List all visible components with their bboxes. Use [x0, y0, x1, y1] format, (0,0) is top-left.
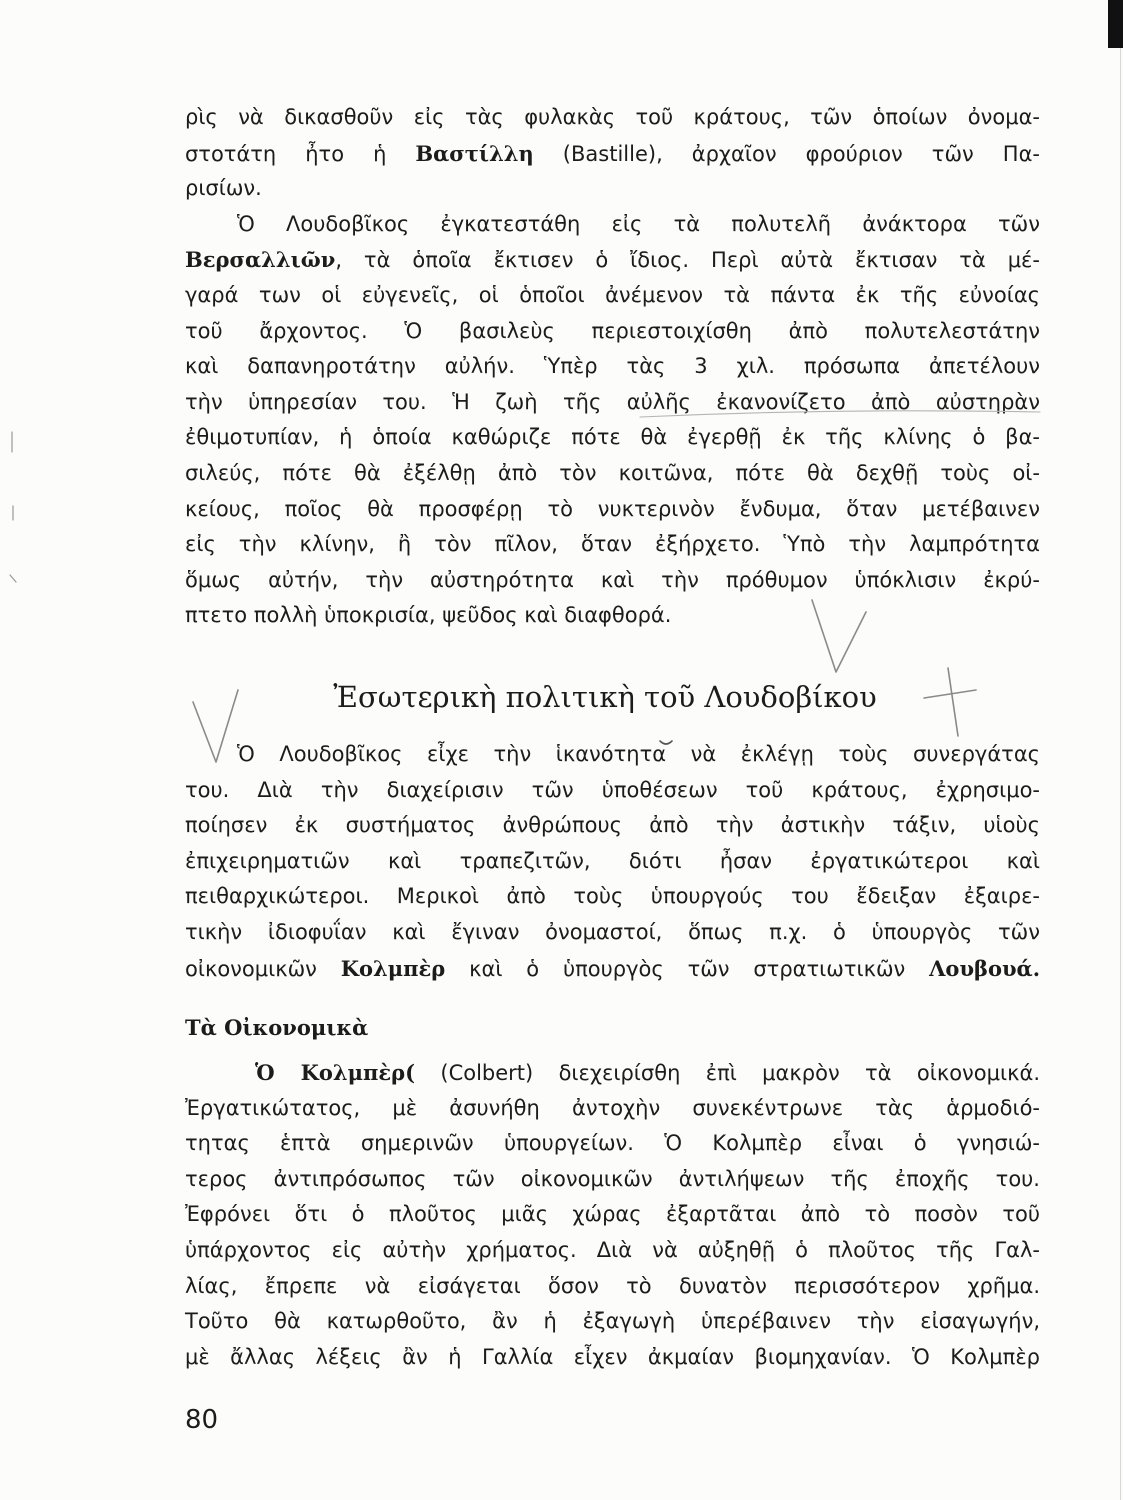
text-line: Τοῦτο θὰ κατωρθοῦτο, ἂν ἡ ἐξαγωγὴ ὑπερέβαινεν τὴν εἰσαγωγήν,	[185, 1309, 1040, 1334]
text-line: ἐθιμοτυπίαν, ἡ ὁποία καθώριζε πότε θὰ ἐγερθῇ ἐκ τῆς κλίνης ὁ βα-	[185, 425, 1040, 450]
text-line: ὅμως αὐτήν, τὴν αὐστηρότητα καὶ τὴν πρόθυμον ὑπόκλισιν ἐκρύ-	[185, 567, 1040, 592]
text-line: Ὁ Λουδοβῖκος ἐγκατεστάθη εἰς τὰ πολυτελῆ ἀνάκτορα τῶν	[237, 211, 1040, 236]
text-line: καὶ δαπανηροτάτην αὐλήν. Ὑπὲρ τὰς 3 χιλ. πρόσωπα ἀπετέλουν	[185, 354, 1040, 379]
text-line: Ὁ Λουδοβῖκος εἶχε τὴν ἱκανότητα νὰ ἐκλέγῃ τοὺς συνεργάτας	[237, 742, 1040, 766]
text-line: γαρά των οἱ εὐγενεῖς, οἱ ὁποῖοι ἀνέμενον τὰ πάντα ἐκ τῆς εὐνοίας	[185, 282, 1040, 307]
text-line: ποίησεν ἐκ συστήματος ἀνθρώπους ἀπὸ τὴν ἀστικὴν τάξιν, υἱοὺς	[185, 813, 1040, 838]
text-segment: οἰκονομικῶν	[185, 956, 341, 981]
section-heading: Ἐσωτερικὴ πολιτικὴ τοῦ Λουδοβίκου	[333, 680, 877, 714]
text-line: τερος ἀντιπρόσωπος τῶν οἰκονομικῶν ἀντιλήψεων τῆς ἐποχῆς του.	[185, 1166, 1040, 1191]
text-segment: , τὰ ὁποῖα ἔκτισεν ὁ ἴδιος. Περὶ αὐτὰ ἔκτισαν τὰ μέ-	[335, 248, 1040, 273]
text-line: του. Διὰ τὴν διαχείρισιν τῶν ὑποθέσεων τοῦ κράτους, ἐχρησιμο-	[185, 777, 1040, 802]
text-line: μὲ ἄλλας λέξεις ἂν ἡ Γαλλία εἶχεν ἀκμαίαν βιομηχανίαν. Ὁ Κολμπὲρ	[185, 1344, 1040, 1369]
bold-term: Βερσαλλιῶν	[185, 247, 336, 273]
text-segment: (Bastille), ἀρχαῖον φρούριον τῶν Πα-	[533, 141, 1040, 166]
text-segment: στοτάτη ἦτο ἡ	[185, 141, 416, 166]
text-block-intro	[185, 100, 1040, 634]
text-line: λίας, ἔπρεπε νὰ εἰσάγεται ὅσον τὸ δυνατὸν περισσότερον χρῆμα.	[185, 1273, 1040, 1298]
text-block-internal-policy	[185, 737, 1040, 986]
text-line: Ἐργατικώτατος, μὲ ἀσυνήθη ἀντοχὴν συνεκέντρωνε τὰς ἁρμοδιό-	[185, 1095, 1040, 1120]
text-line	[185, 1055, 1040, 1091]
text-line: πτετο πολλὴ ὑποκρισία, ψεῦδος καὶ διαφθορά.	[185, 603, 672, 628]
text-block-economics	[185, 1055, 1040, 1375]
page-number: 80	[185, 1405, 219, 1435]
bold-term: Λουβουά.	[929, 955, 1041, 981]
text-line: Ἐφρόνει ὅτι ὁ πλοῦτος μιᾶς χώρας ἐξαρτᾶται ἀπὸ τὸ ποσὸν τοῦ	[185, 1202, 1040, 1227]
page-edge-line	[1120, 48, 1121, 1500]
bold-term: Ὁ Κολμπὲρ(	[255, 1060, 416, 1085]
bold-term: Κολμπὲρ	[340, 955, 446, 981]
text-line: τοῦ ἄρχοντος. Ὁ βασιλεὺς περιεστοιχίσθη ἀπὸ πολυτελεστάτην	[185, 318, 1040, 343]
subsection-heading: Τὰ Οἰκονομικὰ	[185, 1015, 369, 1040]
margin-mark	[10, 432, 16, 582]
text-line: κείους, ποῖος θὰ προσφέρῃ τὸ νυκτερινὸν ἔνδυμα, ὅταν μετέβαινεν	[185, 496, 1040, 521]
text-segment: καὶ ὁ ὑπουργὸς τῶν στρατιωτικῶν	[445, 956, 930, 981]
text-line: ρὶς νὰ δικασθοῦν εἰς τὰς φυλακὰς τοῦ κράτους, τῶν ὁποίων ὀνομα-	[185, 105, 1040, 129]
text-line: τικὴν ἰδιοφυΐαν καὶ ἔγιναν ὀνομαστοί, ὅπως π.χ. ὁ ὑπουργὸς τῶν	[185, 919, 1040, 944]
text-line: ρισίων.	[185, 176, 262, 201]
text-line	[185, 242, 1040, 278]
text-line: ἐπιχειρηματιῶν καὶ τραπεζιτῶν, διότι ἦσαν ἐργατικώτεροι καὶ	[185, 848, 1040, 873]
text-segment: (Colbert) διεχειρίσθη ἐπὶ μακρὸν τὰ οἰκονομικά.	[415, 1061, 1040, 1085]
text-line	[185, 951, 1040, 987]
text-line: ὑπάρχοντος εἰς αὐτὴν χρήματος. Διὰ νὰ αὐξηθῇ ὁ πλοῦτος τῆς Γαλ-	[185, 1237, 1040, 1262]
text-line: τὴν ὑπηρεσίαν του. Ἡ ζωὴ τῆς αὐλῆς ἐκανονίζετο ἀπὸ αὐστηρὰν	[185, 389, 1040, 414]
bold-term: Βαστίλλη	[415, 140, 534, 166]
text-line: σιλεύς, πότε θὰ ἐξέλθῃ ἀπὸ τὸν κοιτῶνα, πότε θὰ δεχθῇ τοὺς οἰ-	[185, 460, 1040, 485]
text-line: πειθαρχικώτεροι. Μερικοὶ ἀπὸ τοὺς ὑπουργούς του ἔδειξαν ἐξαιρε-	[185, 884, 1040, 909]
text-line	[185, 136, 1040, 172]
text-line: τητας ἑπτὰ σημερινῶν ὑπουργείων. Ὁ Κολμπὲρ εἶναι ὁ γνησιώ-	[185, 1131, 1040, 1156]
page-edge-shadow	[1108, 0, 1123, 48]
text-line: εἰς τὴν κλίνην, ἢ τὸν πῖλον, ὅταν ἐξήρχετο. Ὑπὸ τὴν λαμπρότητα	[185, 532, 1040, 557]
